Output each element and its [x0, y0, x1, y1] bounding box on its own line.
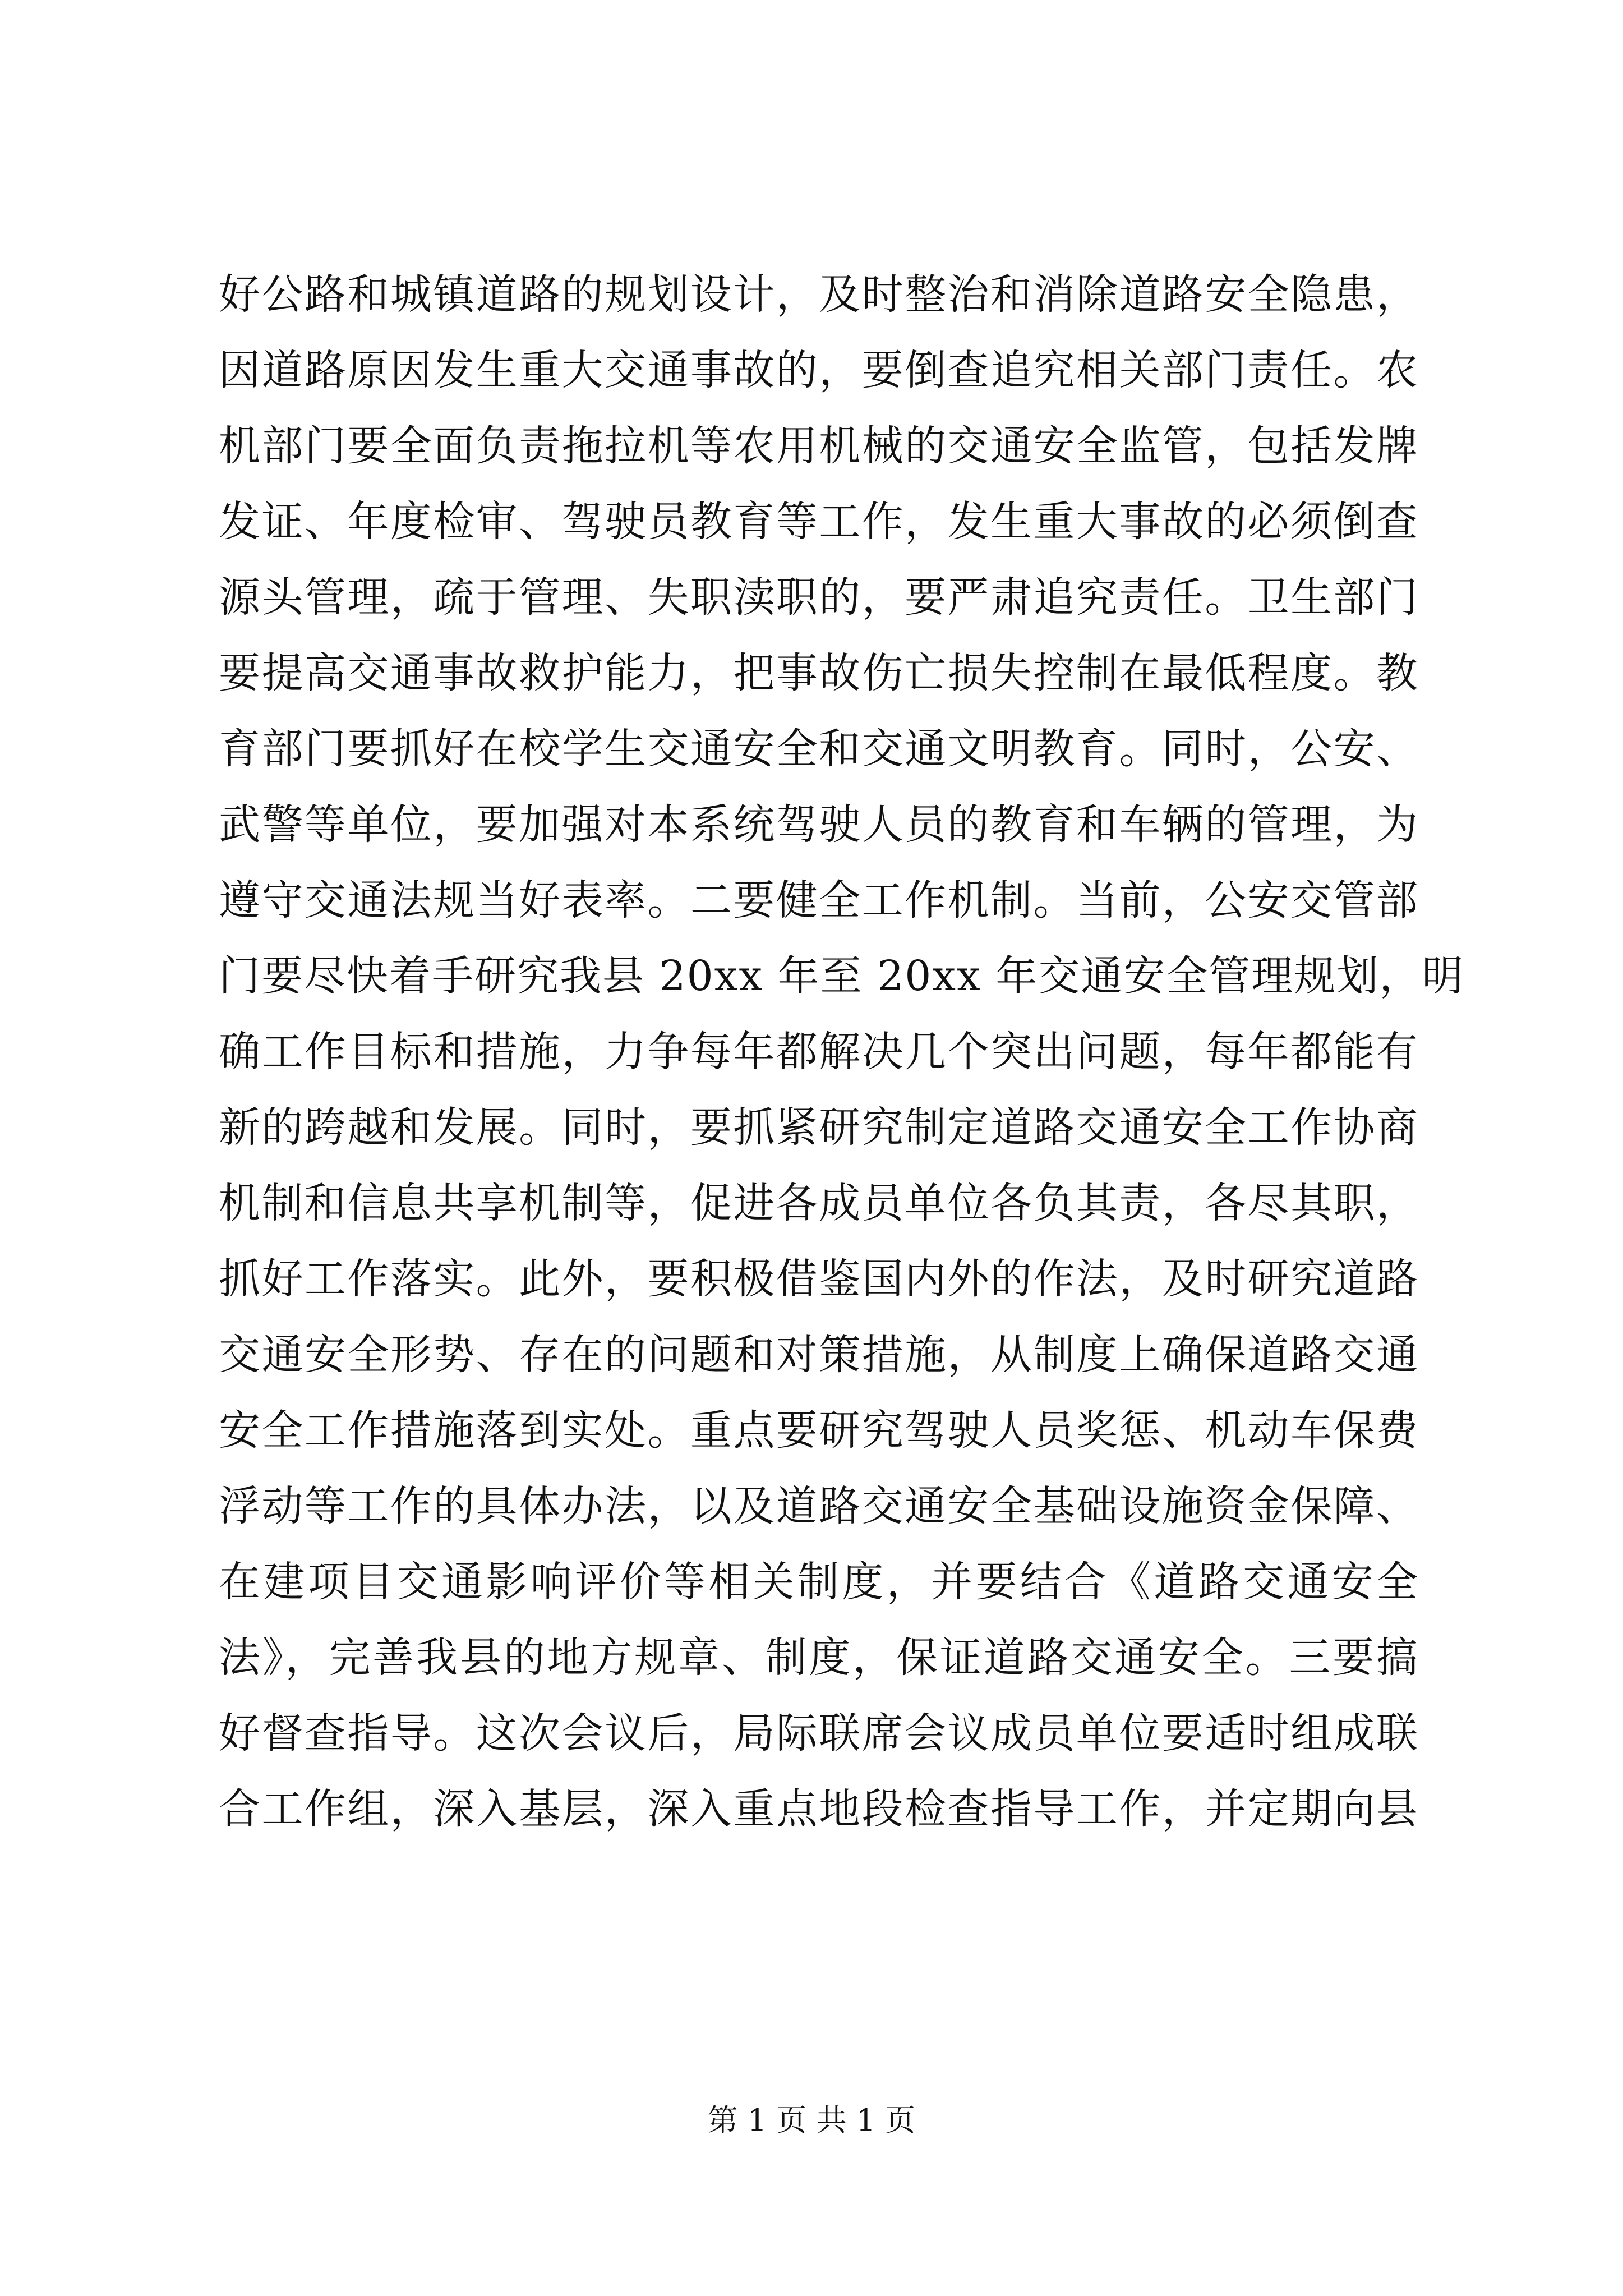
text-line: 确工作目标和措施，力争每年都解决几个突出问题，每年都能有: [219, 1028, 1419, 1076]
page-number-label: 第 1 页 共 1 页: [707, 2102, 916, 2138]
text-line: 在建项目交通影响评价等相关制度，并要结合《道路交通安全: [219, 1558, 1419, 1606]
text-line: 交通安全形势、存在的问题和对策措施，从制度上确保道路交通: [219, 1331, 1419, 1379]
text-line: 发证、年度检审、驾驶员教育等工作，发生重大事故的必须倒查: [219, 498, 1419, 546]
text-line: 抓好工作落实。此外，要积极借鉴国内外的作法，及时研究道路: [219, 1255, 1419, 1303]
text-line: 门要尽快着手研究我县 20xx 年至 20xx 年交通安全管理规划，明: [219, 952, 1465, 1000]
text-line: 武警等单位，要加强对本系统驾驶人员的教育和车辆的管理，为: [219, 800, 1419, 849]
text-line: 合工作组，深入基层，深入重点地段检查指导工作，并定期向县: [219, 1785, 1419, 1833]
page-footer: [0, 2101, 1623, 2140]
text-line: 新的跨越和发展。同时，要抓紧研究制定道路交通安全工作协商: [219, 1103, 1419, 1152]
text-line: 遵守交通法规当好表率。二要健全工作机制。当前，公安交管部: [219, 876, 1419, 924]
text-line: 安全工作措施落到实处。重点要研究驾驶人员奖惩、机动车保费: [219, 1406, 1419, 1455]
text-line: 要提高交通事故救护能力，把事故伤亡损失控制在最低程度。教: [219, 649, 1419, 697]
text-line: 因道路原因发生重大交通事故的，要倒查追究相关部门责任。农: [219, 346, 1419, 394]
text-line: 法》，完善我县的地方规章、制度，保证道路交通安全。三要搞: [219, 1634, 1419, 1682]
text-line: 源头管理，疏于管理、失职渎职的，要严肃追究责任。卫生部门: [219, 573, 1419, 622]
text-line: 机制和信息共享机制等，促进各成员单位各负其责，各尽其职，: [219, 1179, 1419, 1227]
text-line: 育部门要抓好在校学生交通安全和交通文明教育。同时，公安、: [219, 725, 1419, 773]
text-line: 机部门要全面负责拖拉机等农用机械的交通安全监管，包括发牌: [219, 422, 1419, 470]
body-text: [219, 257, 1465, 1847]
text-line: 浮动等工作的具体办法，以及道路交通安全基础设施资金保障、: [219, 1482, 1419, 1530]
text-line: 好督查指导。这次会议后，局际联席会议成员单位要适时组成联: [219, 1709, 1419, 1757]
text-line: 好公路和城镇道路的规划设计，及时整治和消除道路安全隐患，: [219, 270, 1419, 319]
